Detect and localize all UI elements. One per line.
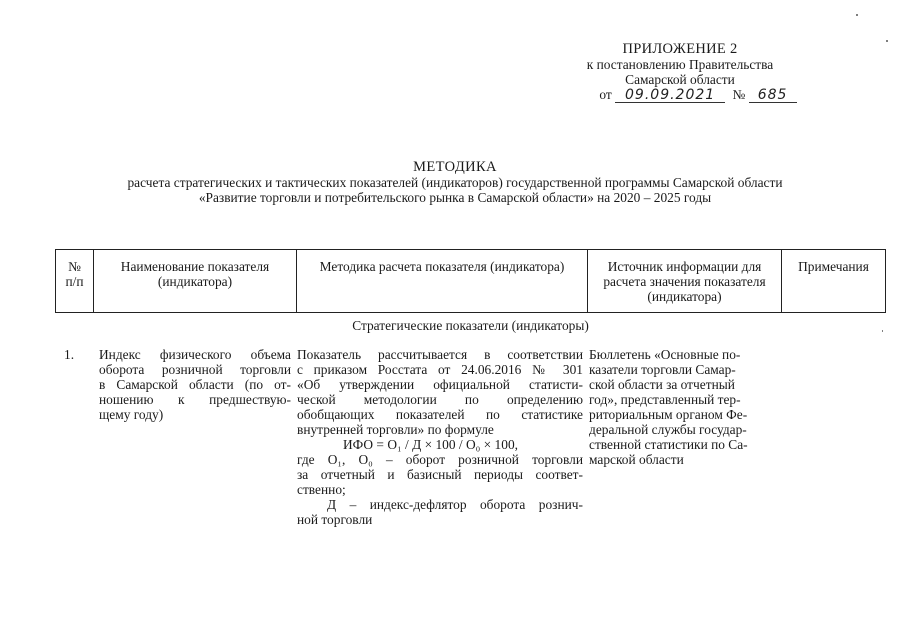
decree-date-line [560, 87, 800, 103]
header-number-line2: п/п [65, 274, 84, 289]
row1-source-line: риториальным органом Фе- [589, 407, 748, 422]
header-name-line1: Наименование показателя [120, 259, 270, 274]
handwritten-number: 685 [749, 88, 797, 103]
header-cell-notes [781, 249, 886, 313]
header-source-line3: (индикатора) [647, 289, 722, 304]
scan-speck [886, 40, 888, 42]
row1-formula: ИФО = О₁ / Д × 100 / О₀ × 100, [343, 437, 518, 452]
number-sign: № [732, 87, 746, 102]
section-title: Стратегические показатели (индикаторы) [352, 318, 589, 333]
row1-name-cell [99, 347, 291, 422]
row1-method-line: «Об утверждении официальной статисти- [297, 377, 583, 392]
row1-number: 1. [64, 347, 75, 362]
appendix-title: ПРИЛОЖЕНИЕ 2 [622, 41, 738, 57]
row1-method-cell [297, 347, 583, 527]
row1-source-line: деральной службы государ- [589, 422, 747, 437]
row1-method-line: Показатель рассчитывается в соответствии [297, 347, 583, 362]
header-cell-method [296, 249, 587, 313]
header-notes-text: Примечания [798, 259, 869, 274]
row1-source-line: ской области за отчетный [589, 377, 735, 392]
row1-source-line: год», представленный тер- [589, 392, 741, 407]
header-cell-name [93, 249, 296, 313]
document-subtitle-2: «Развитие торговли и потребительского рынка в Самарской области» на 2020 – 2025 годы [198, 190, 712, 205]
scan-speck [856, 14, 858, 16]
scan-speck [882, 330, 883, 332]
row1-source-line: Бюллетень «Основные по- [589, 347, 741, 362]
row1-deflator-line: Д – индекс-дефлятор оборота рознич- [327, 497, 583, 512]
row1-source-line: марской области [589, 452, 684, 467]
handwritten-date: 09.09.2021 [615, 88, 725, 103]
date-prefix: от [599, 87, 612, 102]
document-title: МЕТОДИКА [413, 159, 497, 175]
row1-source-line: казатели торговли Самар- [589, 362, 736, 377]
row1-name-line: Индекс физического объема [99, 347, 291, 362]
header-cell-number [55, 249, 93, 313]
header-source-line1: Источник информации для [607, 259, 762, 274]
row1-source-line: ственной статистики по Са- [589, 437, 748, 452]
row1-name-line: в Самарской области (по от- [99, 377, 291, 392]
row1-deflator-line: ной торговли [297, 512, 373, 527]
header-source-line2: расчета значения показателя [603, 274, 766, 289]
header-number-line1: № [68, 259, 81, 274]
row1-source-cell [589, 347, 777, 467]
row1-method-line: ческой методологии по определению [297, 392, 583, 407]
row1-where-line: где О₁, О₀ – оборот розничной торговли [297, 452, 583, 467]
appendix-line-3: Самарской области [625, 72, 735, 87]
row1-name-line: оборота розничной торговли [99, 362, 291, 377]
row1-name-line: щему году) [99, 407, 164, 422]
appendix-header [560, 42, 800, 103]
row1-method-line: обобщающих показателей по статистике [297, 407, 583, 422]
row1-name-line: ношению к предшествую- [99, 392, 291, 407]
appendix-line-2: к постановлению Правительства [586, 57, 774, 72]
header-method-text: Методика расчета показателя (индикатора) [319, 259, 565, 274]
row1-method-line: с приказом Росстата от 24.06.2016 № 301 [297, 362, 583, 377]
row1-where-line: ственно; [297, 482, 346, 497]
header-name-line2: (индикатора) [157, 274, 233, 289]
indicator-table-header [55, 249, 886, 313]
row1-method-line: внутренней торговли» по формуле [297, 422, 494, 437]
document-subtitle-1: расчета стратегических и тактических показателей (индикаторов) государственной программы Самарской области [127, 175, 783, 190]
row1-where-line: за отчетный и базисный периоды соответ- [297, 467, 583, 482]
header-cell-source [587, 249, 781, 313]
document-title-block [40, 160, 870, 205]
